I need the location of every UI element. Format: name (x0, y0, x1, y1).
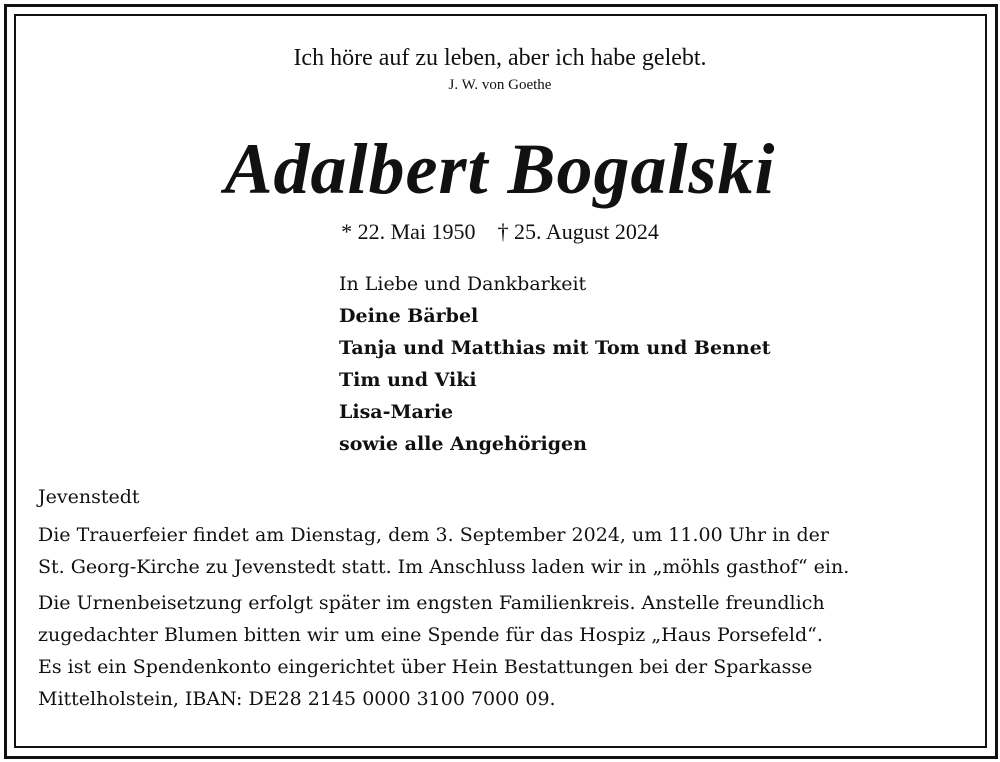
birth-date: * 22. Mai 1950 (341, 219, 476, 244)
paragraph-line: St. Georg-Kirche zu Jevenstedt statt. Im Anschluss laden wir in „möhls gasthof“ ein. (38, 556, 850, 578)
paragraph-line: Es ist ein Spendenkonto eingerichtet über Hein Bestattungen bei der Sparkasse (38, 656, 813, 678)
mourner-name: Tim und Viki (339, 369, 477, 391)
mourner-name: Lisa-Marie (339, 401, 454, 423)
paragraph-line: Mittelholstein, IBAN: DE28 2145 0000 3100 7000 09. (38, 688, 556, 710)
quote-author: J. W. von Goethe (448, 77, 552, 93)
mourner-name: sowie alle Angehörigen (339, 433, 587, 455)
opening-quote: Ich höre auf zu leben, aber ich habe gelebt. (293, 45, 707, 71)
death-date: † 25. August 2024 (497, 219, 659, 244)
mourner-name: Tanja und Matthias mit Tom und Bennet (339, 337, 771, 359)
life-dates (0, 218, 1000, 246)
mourner-name: Deine Bärbel (339, 305, 479, 327)
paragraph-line: Die Trauerfeier findet am Dienstag, dem 3. September 2024, um 11.00 Uhr in der (38, 524, 829, 546)
mourners-intro: In Liebe und Dankbarkeit (339, 273, 587, 295)
notice-body (38, 481, 968, 715)
notice-place: Jevenstedt (38, 486, 140, 508)
burial-donation-paragraph (38, 587, 968, 715)
funeral-service-paragraph (38, 519, 968, 583)
mourners-block (339, 268, 771, 460)
paragraph-line: zugedachter Blumen bitten wir um eine Spende für das Hospiz „Haus Porsefeld“. (38, 624, 823, 646)
deceased-name: Adalbert Bogalski (224, 129, 776, 209)
paragraph-line: Die Urnenbeisetzung erfolgt später im engsten Familienkreis. Anstelle freundlich (38, 592, 825, 614)
